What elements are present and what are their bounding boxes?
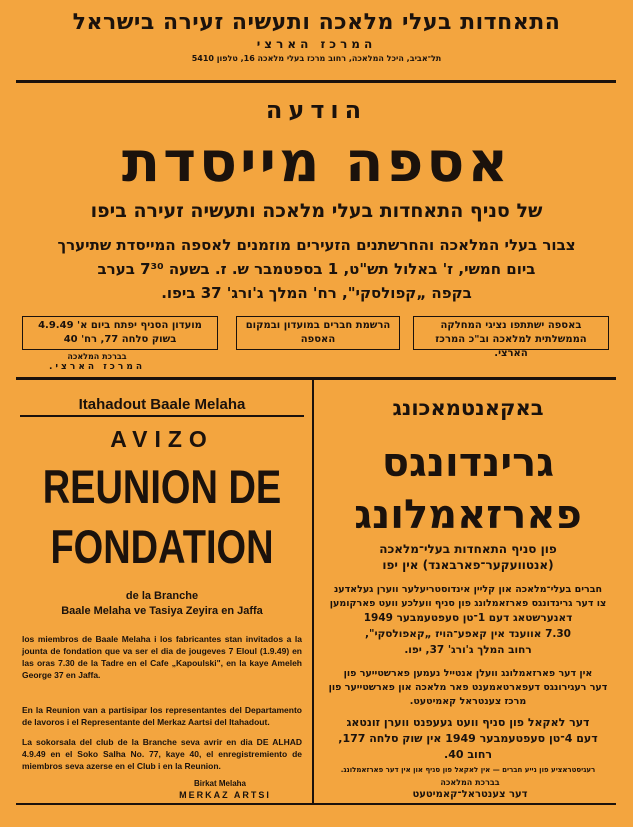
ladino-title-1: REUNION DE xyxy=(42,461,282,515)
ladino-branch-1: de la Branche xyxy=(125,590,199,602)
signature-center: המרכז הארצי. xyxy=(48,362,146,372)
yiddish-p1-d: 7.30 אווענד אין קאפע־הויז „קאפולסקי", xyxy=(365,628,571,640)
ladino-org: Itahadout Baale Melaha xyxy=(20,396,304,417)
yiddish-title-1: גרינדונגס xyxy=(381,440,555,486)
yiddish-p2-b: דער רעגירונגס דעפארטאמענט פאר מלאכה און פארשטייער פון xyxy=(328,682,608,693)
yiddish-p3-b: דעם 4־טן סעפטעמבער 1949 אין שוק סלחה 177, xyxy=(338,732,598,745)
yiddish-p2-a: אין דער פארזאמלונג וועלן אנטייל נעמען פארשטייער פון xyxy=(343,668,593,679)
org-title: התאחדות בעלי מלאכה ותעשיה זעירה בישראל xyxy=(72,10,561,35)
middle-rule xyxy=(16,377,616,380)
ladino-paragraph-2: En la Reunion van a partisipar los representantes del Departamento de lavoros i el Representante del Merkaz Aartsi del Itahadout. xyxy=(22,705,302,727)
invite-line-3: בקפה „קפולסקי", רח' המלך ג'ורג' 37 ביפו. xyxy=(161,284,472,302)
yiddish-p2-c: מרכז צענטראל קאמיטעט. xyxy=(409,696,527,707)
info-box-participants: באספה ישתתפו נציגי המחלקה הממשלתית למלאכה וב"כ המרכז הארצי. xyxy=(413,316,609,350)
yiddish-p4: רעגיסטראציע פון נייע חברים — אין לאקאל פון סניף און אין דער פארזאמלונג. xyxy=(340,766,596,774)
yiddish-sign-1: בברכת המלאכה xyxy=(440,778,500,787)
yiddish-p1-c: דאנערשטאג דעם 1־טן סעפטעמבער 1949 xyxy=(363,612,573,624)
center-name: המרכז הארצי xyxy=(256,37,377,51)
yiddish-sub-1: פון סניף התאחדות בעלי־מלאכה xyxy=(379,542,557,556)
main-headline: אספה מייסדת xyxy=(121,130,512,195)
ladino-sign-2: MERKAZ ARTSI xyxy=(179,790,271,800)
yiddish-title-2: פארזאמלונג xyxy=(354,492,582,538)
yiddish-p3-a: דער לאקאל פון סניף וועט געעפנט ווערן זונטאג xyxy=(346,716,590,729)
ladino-branch-2: Baale Melaha ve Tasiya Zeyira en Jaffa xyxy=(61,605,263,617)
yiddish-sign-2: דער צענטראל־קאמיטעט xyxy=(412,789,528,800)
yiddish-p3-c: רחוב 40. xyxy=(444,748,492,761)
subhead: של סניף התאחדות בעלי מלאכה ותעשיה זעירה ביפו xyxy=(90,200,543,222)
yiddish-p1-a: חברים בעלי־מלאכה און קליין אינדוסטריעלער ווערן געלאדענ xyxy=(333,584,603,595)
invite-line-2: ביום חמשי, ז' באלול תש"ט, 1 בספטמבר ש. ז. בשעה 7³⁰ בערב xyxy=(97,260,536,278)
signature-greeting: בברכת המלאכה xyxy=(67,352,127,361)
info-box-club: מועדון הסניף יפתח ביום א' 4.9.49 בשוק סלחה 77, רח' 40 xyxy=(22,316,218,350)
info-box-registration: הרשמת חברים במועדון ובמקום האספה xyxy=(236,316,400,350)
ladino-paragraph-1: los miembros de Baale Melaha i los fabricantes stan invitados a la jounta de fondation que va ser el dia de jougeves 7 Eloul (1.9.49) en las oras 7.30 de la Tadre en el Cafe „Kapoulski", en la kaye Ameleh George 37 en Jaffa. xyxy=(22,634,302,680)
avizo: AVIZO xyxy=(110,426,214,452)
address-line: תל־אביב, היכל המלאכה, רחוב מרכז בעלי מלאכה 16, טלפון 5410 xyxy=(191,54,442,63)
yiddish-notice: באקאנטמאכונג xyxy=(392,396,544,420)
bottom-rule xyxy=(16,803,616,805)
yiddish-p1-e: רחוב המלך ג'ורג' 37, יפו. xyxy=(404,644,532,656)
yiddish-sub-2: (אנטוועקער־פארבאנד) אין יפו xyxy=(382,558,554,572)
ladino-sign-1: Birkat Melaha xyxy=(193,779,247,788)
ladino-title-2: FONDATION xyxy=(50,521,274,575)
invite-line-1: צבור בעלי המלאכה והחרשתנים הזעירים מוזמנים לאספה המייסדת שתיערך xyxy=(57,236,576,254)
ladino-paragraph-3: La sokorsala del club de la Branche seva avrir en dia DE ALHAD 4.9.49 en el Soko Salha No. 77, kaye 40, el enregistremiento de miembros seva azerse en el Club i en la Reunion. xyxy=(22,737,302,771)
header-rule xyxy=(16,80,616,83)
notice-word: הודעה xyxy=(265,96,368,124)
yiddish-p1-b: צו דער גרינדונגס פארזאמלונג פון סניף וועלכע וועט פארקומען xyxy=(329,598,607,609)
column-divider xyxy=(312,380,314,803)
